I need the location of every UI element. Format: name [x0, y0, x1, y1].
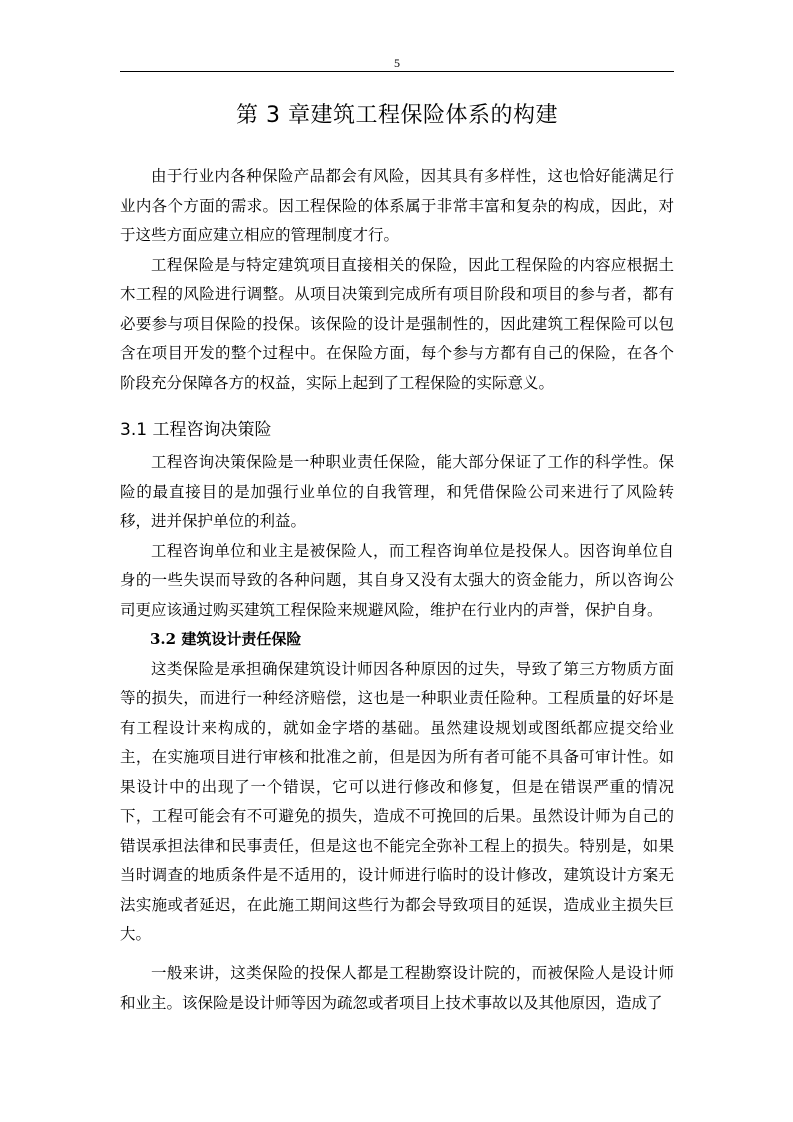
chapter-intro [120, 162, 674, 398]
chapter-title: 第 3 章建筑工程保险体系的构建 [236, 103, 558, 128]
header-rule [120, 71, 674, 72]
section-heading-3-2: 3.2 建筑设计责任保险 [150, 630, 302, 648]
section-3-1-paragraph-1: 工程咨询决策保险是一种职业责任保险，能大部分保证了工作的科学性。保险的最直接目的是加强行业单位的自我管理，和凭借保险公司来进行了风险转移，进并保护单位的利益。 [120, 453, 674, 530]
section-3-1-paragraph-2: 工程咨询单位和业主是被保险人，而工程咨询单位是投保人。因咨询单位自身的一些失误而导致的各种问题，其自身又没有太强大的资金能力，所以咨询公司更应该通过购买建筑工程保险来规避风险，维护在行业内的声誉，保护自身。 [120, 541, 674, 619]
section-3-1 [120, 412, 674, 950]
intro-paragraph-2: 工程保险是与特定建筑项目直接相关的保险，因此工程保险的内容应根据土木工程的风险进行调整。从项目决策到完成所有项目阶段和项目的参与者，都有必要参与项目保险的投保。该保险的设计是强制性的，因此建筑工程保险可以包含在项目开发的整个过程中。在保险方面，每个参与方都有自己的保险，在各个阶段充分保障各方的权益，实际上起到了工程保险的实际意义。 [120, 255, 674, 392]
page-number: 5 [394, 56, 400, 70]
section-3-2-paragraph-2: 一般来讲，这类保险的投保人都是工程勘察设计院的，而被保险人是设计师和业主。该保险是设计师等因为疏忽或者项目上技术事故以及其他原因，造成了 [120, 964, 674, 1012]
intro-paragraph-1: 由于行业内各种保险产品都会有风险，因其具有多样性，这也恰好能满足行业内各个方面的需求。因工程保险的体系属于非常丰富和复杂的构成，因此，对于这些方面应建立相应的管理制度才行。 [120, 167, 674, 244]
section-heading-3-1: 3.1 工程咨询决策险 [120, 420, 272, 440]
section-3-2-paragraph-1: 这类保险是承担确保建筑设计师因各种原因的过失，导致了第三方物质方面等的损失，而进行一种经济赔偿，这也是一种职业责任险种。工程质量的好坏是有工程设计来构成的，就如金字塔的基础。虽然建设规划或图纸都应提交给业主，在实施项目进行审核和批准之前，但是因为所有者可能不具备可审计性。如果设计中的出现了一个错误，它可以进行修改和修复，但是在错误严重的情况下，工程可能会有不可避免的损失，造成不可挽回的后果。虽然设计师为自己的错误承担法律和民事责任，但是这也不能完全弥补工程上的损失。特别是，如果当时调查的地质条件是不适用的，设计师进行临时的设计修改，建筑设计方案无法实施或者延迟，在此施工期间这些行为都会导致项目的延误，造成业主损失巨大。 [120, 659, 674, 943]
section-3-2-continued [120, 959, 674, 1018]
